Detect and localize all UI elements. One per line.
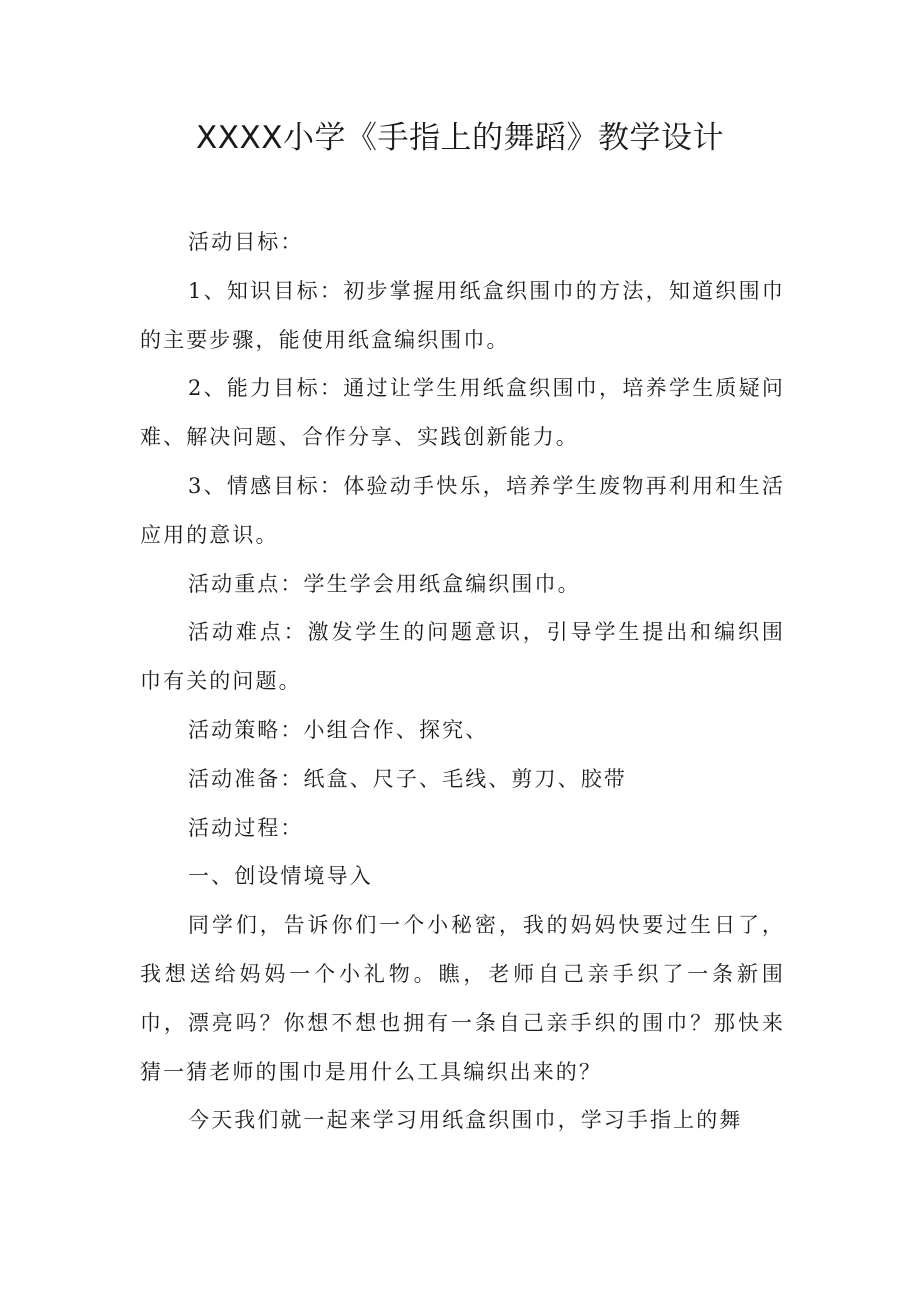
paragraph-section-one-heading: 一、创设情境导入 [188,864,373,889]
document-body [140,218,785,1145]
paragraph-ability-objective: 2、能力目标：通过让学生用纸盒织围巾，培养学生质疑问难、解决问题、合作分享、实践创新能力。 [140,376,785,450]
paragraph-knowledge-objective: 1、知识目标：初步掌握用纸盒织围巾的方法，知道织围巾的主要步骤，能使用纸盒编织围巾。 [140,278,785,352]
document-title: XXXX小学《手指上的舞蹈》教学设计 [196,120,724,156]
paragraph-process-heading: 活动过程： [188,815,304,840]
paragraph-today-lesson: 今天我们就一起来学习用纸盒织围巾，学习手指上的舞 [188,1108,743,1133]
paragraph-strategy: 活动策略：小组合作、探究、 [188,717,489,742]
paragraph-preparation: 活动准备：纸盒、尺子、毛线、剪刀、胶带 [188,766,627,791]
paragraph-emotion-objective: 3、情感目标：体验动手快乐，培养学生废物再利用和生活应用的意识。 [140,473,785,547]
paragraph-introduction: 同学们，告诉你们一个小秘密，我的妈妈快要过生日了，我想送给妈妈一个小礼物。瞧，老师自己亲手织了一条新围巾，漂亮吗？你想不想也拥有一条自己亲手织的围巾？那快来猜一猜老师的围巾是用什么工具编织出来的？ [140,913,785,1084]
paragraph-difficulty: 活动难点：激发学生的问题意识，引导学生提出和编织围巾有关的问题。 [140,620,785,694]
paragraph-key-point: 活动重点：学生学会用纸盒编织围巾。 [188,571,581,596]
paragraph-objectives-heading: 活动目标： [188,230,304,254]
